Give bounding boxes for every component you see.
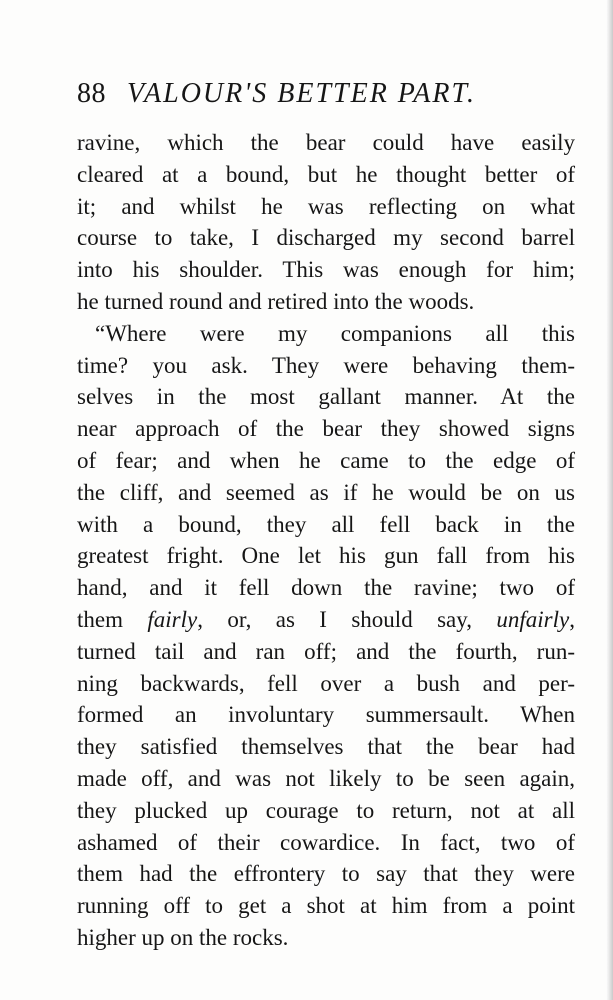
body-text	[77, 127, 575, 954]
paragraph-start-line: “Where were my companions all this	[95, 320, 575, 346]
text-line: hand, and it fell down the ravine; two of	[77, 575, 575, 601]
text-segment: them	[77, 606, 148, 632]
running-title: VALOUR'S BETTER PART.	[127, 78, 476, 109]
text-line: ravine, which the bear could have easily	[77, 130, 575, 155]
text-line: higher up on the rocks.	[77, 924, 289, 950]
text-line: turned tail and ran off; and the fourth, run-	[77, 638, 575, 664]
text-line: made off, and was not likely to be seen again,	[77, 765, 575, 791]
text-line-with-italics	[77, 604, 575, 636]
text-line: he turned round and retired into the woods.	[77, 288, 475, 314]
text-line: the cliff, and seemed as if he would be on us	[77, 479, 575, 505]
text-line: greatest fright. One let his gun fall from his	[77, 543, 575, 569]
text-line: with a bound, they all fell back in the	[77, 511, 575, 537]
italic-word: unfairly	[496, 606, 570, 632]
text-line: time? you ask. They were behaving them-	[77, 352, 575, 378]
text-line: near approach of the bear they showed signs	[77, 416, 575, 442]
text-line: of fear; and when he came to the edge of	[77, 447, 575, 473]
text-segment: , or, as I should say,	[197, 606, 497, 632]
text-line: formed an involuntary summersault. When	[77, 702, 575, 728]
text-line: ashamed of their cowardice. In fact, two of	[77, 829, 575, 855]
text-line: cleared at a bound, but he thought better of	[77, 161, 575, 187]
text-line: them had the effrontery to say that they were	[77, 861, 575, 887]
running-head	[77, 74, 517, 114]
text-line: running off to get a shot at him from a point	[77, 893, 575, 919]
italic-word: fairly	[147, 606, 198, 632]
text-line: course to take, I discharged my second barrel	[77, 225, 575, 251]
text-line: into his shoulder. This was enough for him;	[77, 257, 575, 283]
text-line: ning backwards, fell over a bush and per-	[77, 670, 575, 696]
page-edge-shadow	[606, 0, 613, 1000]
text-segment: ,	[569, 606, 575, 632]
page-number: 88	[77, 78, 106, 109]
text-line: selves in the most gallant manner. At the	[77, 384, 575, 410]
text-line: they plucked up courage to return, not at all	[77, 797, 575, 823]
text-line: they satisfied themselves that the bear had	[77, 734, 575, 760]
text-line: it; and whilst he was reflecting on what	[77, 193, 575, 219]
